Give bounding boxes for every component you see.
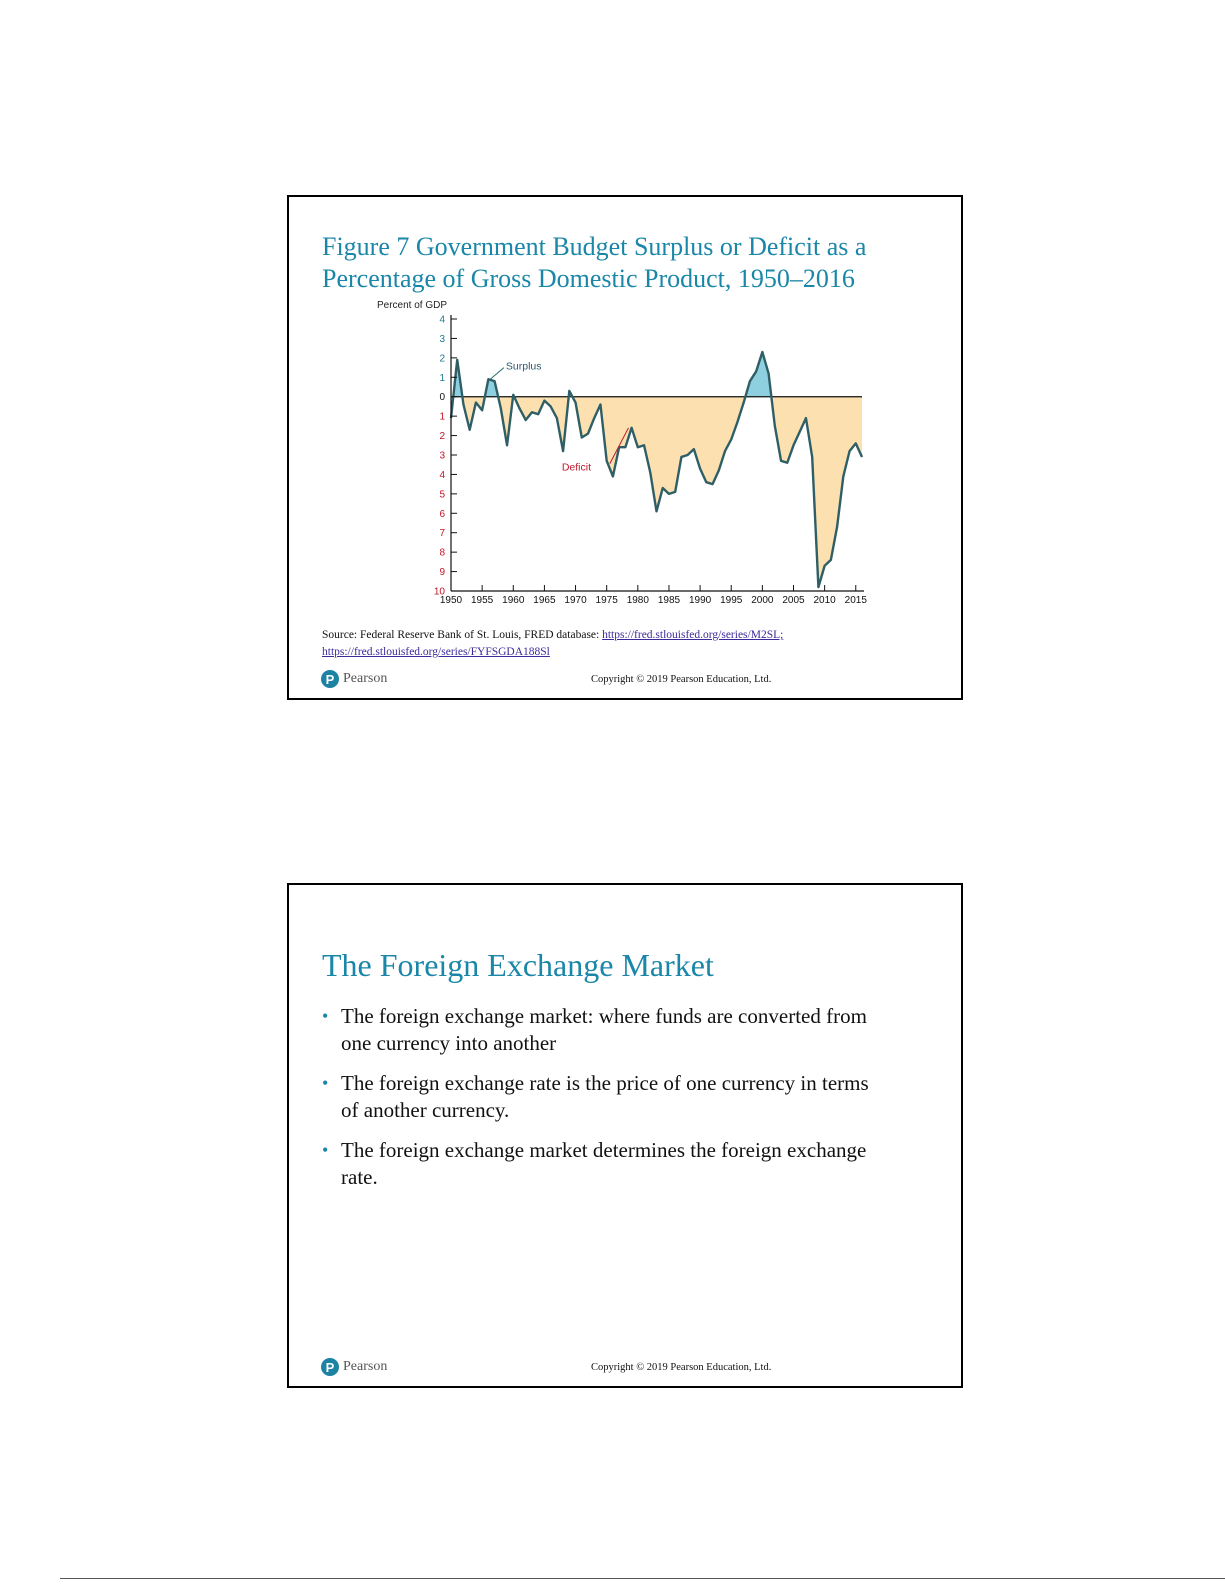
y-tick-label: 7: [439, 528, 445, 540]
surplus-annotation: Surplus: [505, 360, 542, 373]
x-tick-label: 2000: [751, 595, 774, 606]
slide-foreign-exchange: [287, 883, 963, 1388]
copyright: Copyright © 2019 Pearson Education, Ltd.: [591, 1362, 772, 1373]
x-tick-label: 1980: [626, 595, 649, 606]
x-tick-label: 2015: [844, 595, 867, 606]
pearson-p-icon: P: [321, 1358, 339, 1376]
y-tick-label: 6: [439, 508, 445, 520]
y-tick-label: 2: [439, 431, 445, 443]
source-link-m2sl[interactable]: https://fred.stlouisfed.org/series/M2SL;: [602, 629, 784, 641]
deficit-area: [451, 397, 862, 587]
y-tick-label: 4: [439, 469, 445, 481]
budget-chart: [359, 297, 879, 617]
budget-chart-svg: [359, 297, 879, 617]
pearson-logo-text: Pearson: [343, 1359, 388, 1374]
y-axis-label: Percent of GDP: [377, 300, 448, 311]
pearson-logo: [321, 1358, 387, 1376]
x-tick-label: 2010: [813, 595, 836, 606]
x-tick-label: 1985: [657, 595, 681, 606]
y-tick-label: 3: [439, 333, 445, 345]
deficit-annotation: Deficit: [561, 461, 592, 474]
x-tick-label: 1950: [439, 595, 463, 606]
x-tick-label: 1960: [502, 595, 525, 606]
slide-title: Figure 7 Government Budget Surplus or Deficit as a Percentage of Gross Domestic Product, 1950–2016: [322, 232, 867, 293]
y-tick-label: 8: [439, 547, 445, 559]
surplus-area: [451, 352, 862, 397]
bullet-item: • The foreign exchange rate is the price of one currency in terms of another currency.: [322, 1070, 882, 1124]
y-tick-label: 5: [439, 489, 445, 501]
copyright: Copyright © 2019 Pearson Education, Ltd.: [591, 674, 772, 685]
pearson-p-icon: P: [321, 670, 339, 688]
source-link-fyfsgda[interactable]: https://fred.stlouisfed.org/series/FYFSGDA188Sl: [322, 646, 550, 658]
slide-title: The Foreign Exchange Market: [322, 947, 714, 983]
bullet-list: [322, 1003, 882, 1204]
y-tick-label: 0: [439, 392, 445, 404]
bullet-item: • The foreign exchange market determines the foreign exchange rate.: [322, 1137, 882, 1191]
source-note: [322, 627, 922, 661]
y-tick-label: 1: [439, 411, 445, 423]
y-tick-label: 1: [439, 372, 445, 384]
pearson-logo: [321, 670, 387, 688]
source-prefix: Source: Federal Reserve Bank of St. Louis, FRED database:: [322, 629, 603, 641]
x-tick-label: 1995: [720, 595, 743, 606]
y-tick-label: 4: [439, 314, 445, 326]
pearson-logo-text: Pearson: [343, 671, 388, 686]
y-tick-label: 10: [433, 586, 445, 598]
x-tick-label: 1955: [471, 595, 494, 606]
y-tick-label: 9: [439, 567, 445, 579]
surplus-pointer: [490, 368, 504, 380]
bullet-item: • The foreign exchange market: where funds are converted from one currency into another: [322, 1003, 882, 1057]
x-tick-label: 1975: [595, 595, 618, 606]
y-tick-label: 2: [439, 353, 445, 365]
slide-figure-7: [287, 195, 963, 700]
y-tick-label: 3: [439, 450, 445, 462]
x-tick-label: 1965: [533, 595, 556, 606]
x-tick-label: 1990: [688, 595, 712, 606]
x-tick-label: 2005: [782, 595, 805, 606]
x-tick-label: 1970: [564, 595, 587, 606]
page-bottom-rule: [60, 1578, 1225, 1579]
